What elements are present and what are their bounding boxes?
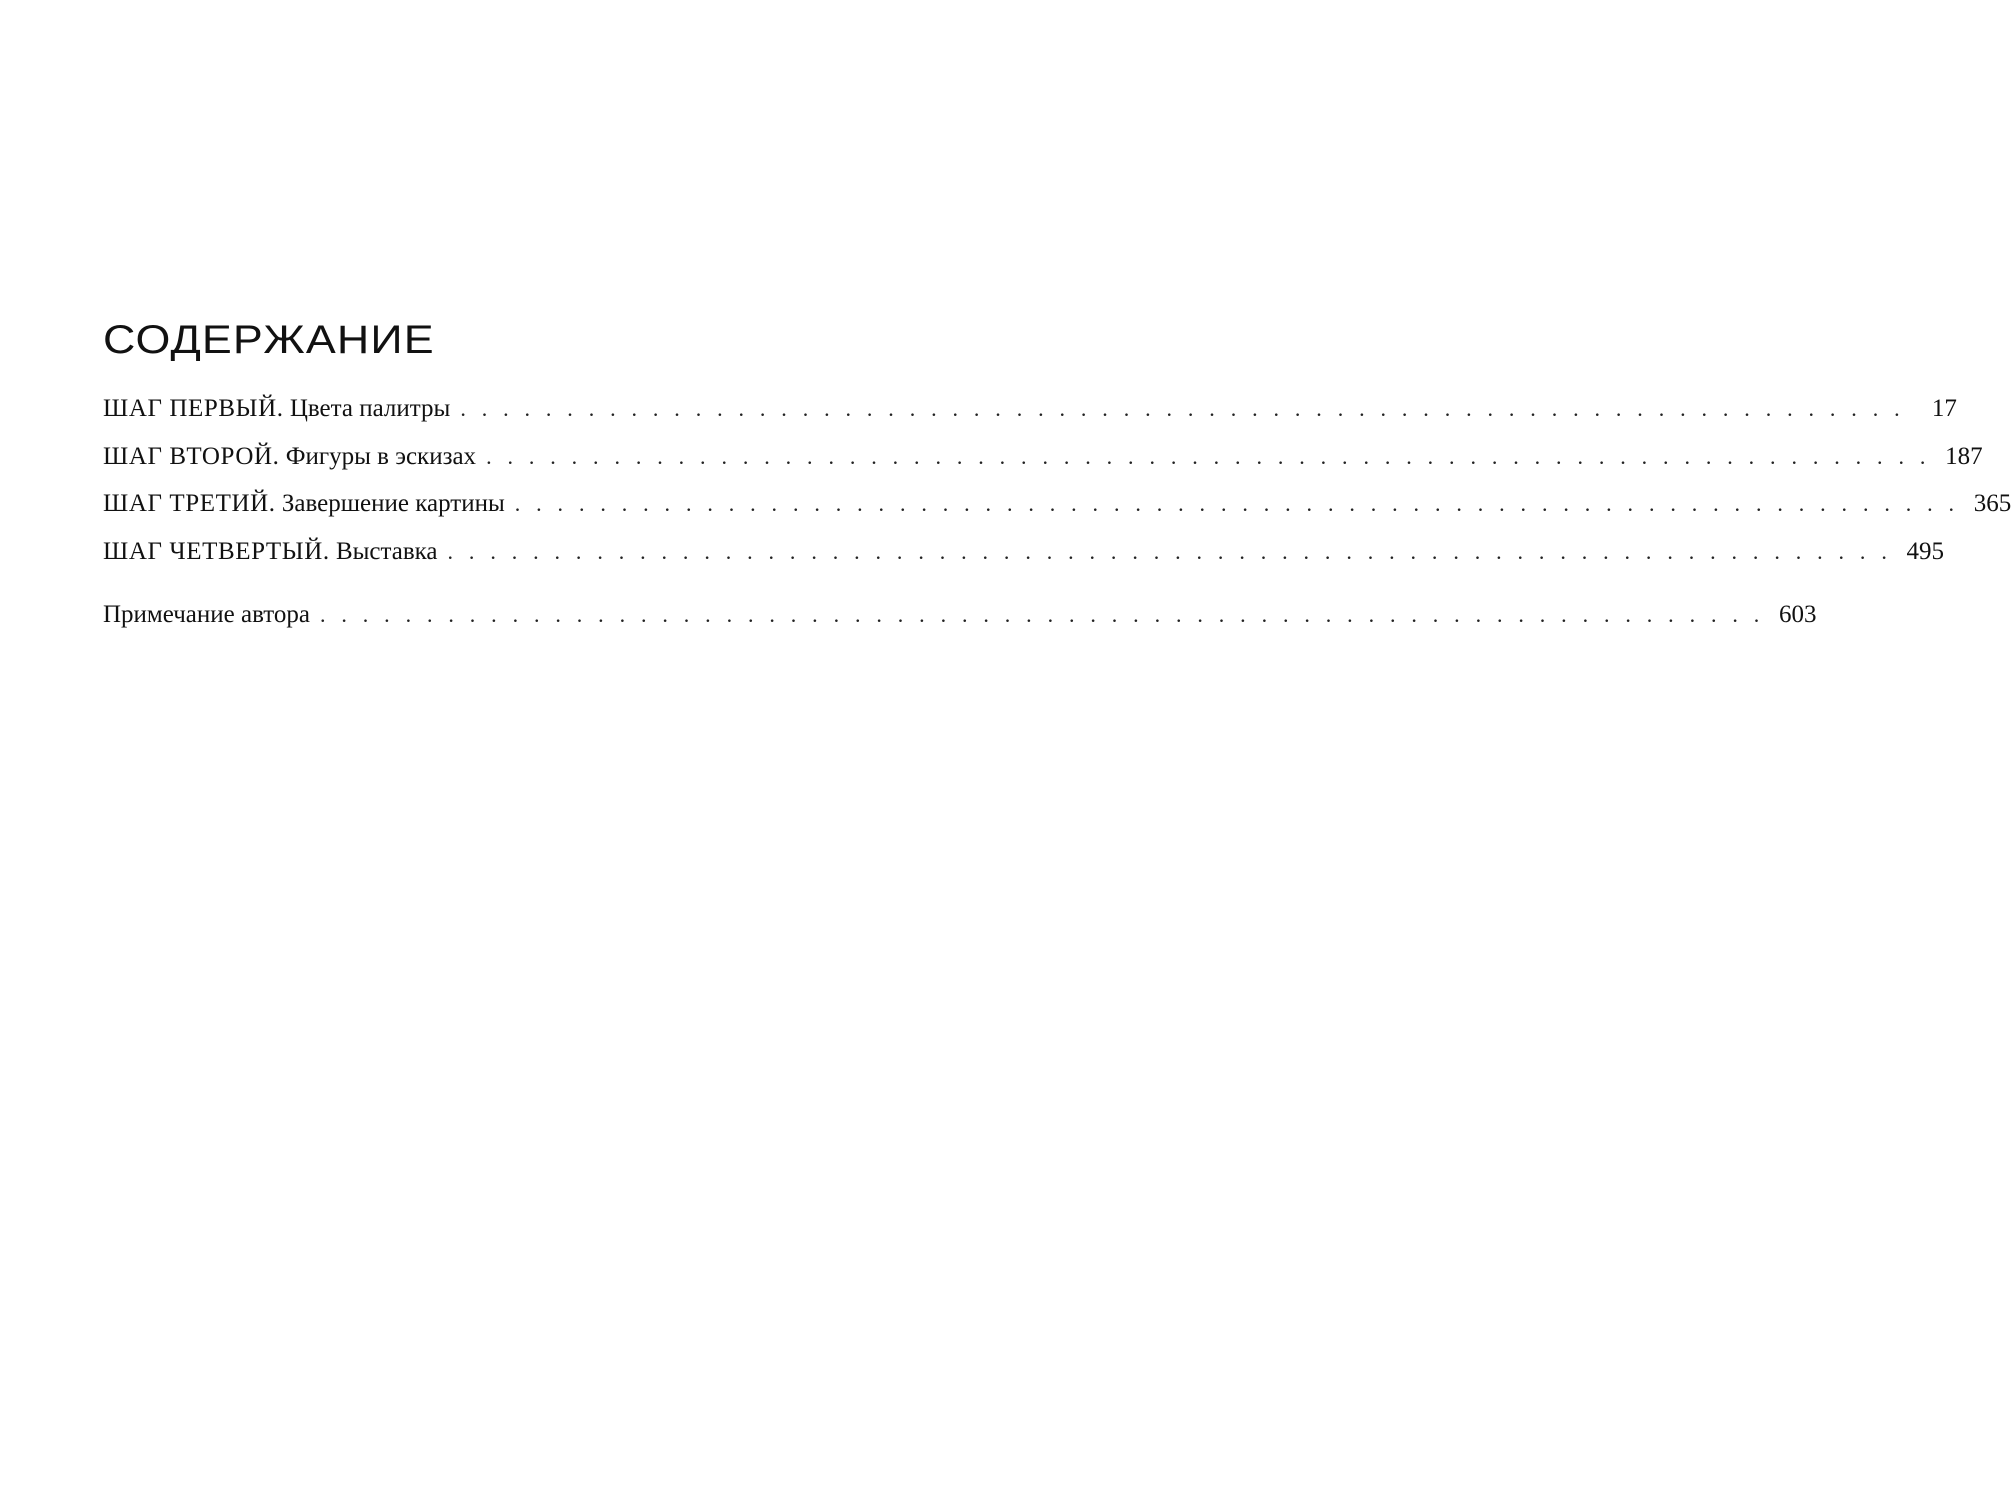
toc-entry-step-two[interactable] (103, 440, 1983, 474)
toc-leader-dots: . . . . . . . . . . . . . . . . . . . . . . . . . . . . . . . . . . . . . . . . . . . . . . . . . . . . . . . . . . . . . . . . . . . . (460, 396, 1905, 421)
toc-page-number: 187 (1945, 443, 1983, 470)
toc-entry-label (103, 392, 450, 426)
toc-entry-caps: ШАГ ПЕРВЫЙ. (103, 395, 284, 422)
toc-page-number: 17 (1931, 395, 1957, 422)
toc-page-number: 495 (1906, 538, 1945, 565)
toc-entry-caps: ШАГ ЧЕТВЕРТЫЙ. (103, 538, 330, 565)
toc-entry-title: Примечание автора (103, 601, 310, 628)
toc-leader-dots: . . . . . . . . . . . . . . . . . . . . . . . . . . . . . . . . . . . . . . . . . . . . . . . . . . . . . . . . . . . . . . . . . . . . (319, 602, 1765, 627)
toc-entry-label (103, 440, 476, 474)
toc-entry-step-one[interactable] (103, 392, 1957, 426)
toc-leader-dots: . . . . . . . . . . . . . . . . . . . . . . . . . . . . . . . . . . . . . . . . . . . . . . . . . . . . . . . . . . . . . . . . . . . . (486, 444, 1931, 469)
toc-entry-label (103, 535, 438, 569)
toc-entry-step-three[interactable] (103, 487, 2011, 521)
toc-entry-author-note[interactable] (103, 598, 1817, 632)
toc-entry-caps: ШАГ ТРЕТИЙ. (103, 490, 276, 517)
contents-heading: СОДЕРЖАНИЕ (103, 318, 435, 362)
toc-leader-dots: . . . . . . . . . . . . . . . . . . . . . . . . . . . . . . . . . . . . . . . . . . . . . . . . . . . . . . . . . . . . . . . . . . . . (447, 539, 1893, 564)
toc-page-number: 603 (1778, 601, 1817, 628)
toc-entry-label (103, 598, 310, 632)
toc-entry-title: Завершение картины (275, 490, 505, 517)
toc-entry-step-four[interactable] (103, 535, 1945, 569)
toc-entry-label (103, 487, 505, 521)
toc-entry-title: Цвета палитры (283, 395, 451, 422)
toc-entry-title: Выставка (329, 538, 438, 565)
toc-page-number: 365 (1973, 490, 2011, 517)
toc-entry-caps: ШАГ ВТОРОЙ. (103, 443, 280, 470)
toc-entry-title: Фигуры в эскизах (279, 443, 477, 470)
toc-leader-dots: . . . . . . . . . . . . . . . . . . . . . . . . . . . . . . . . . . . . . . . . . . . . . . . . . . . . . . . . . . . . . . . . . . . . (514, 491, 1960, 516)
